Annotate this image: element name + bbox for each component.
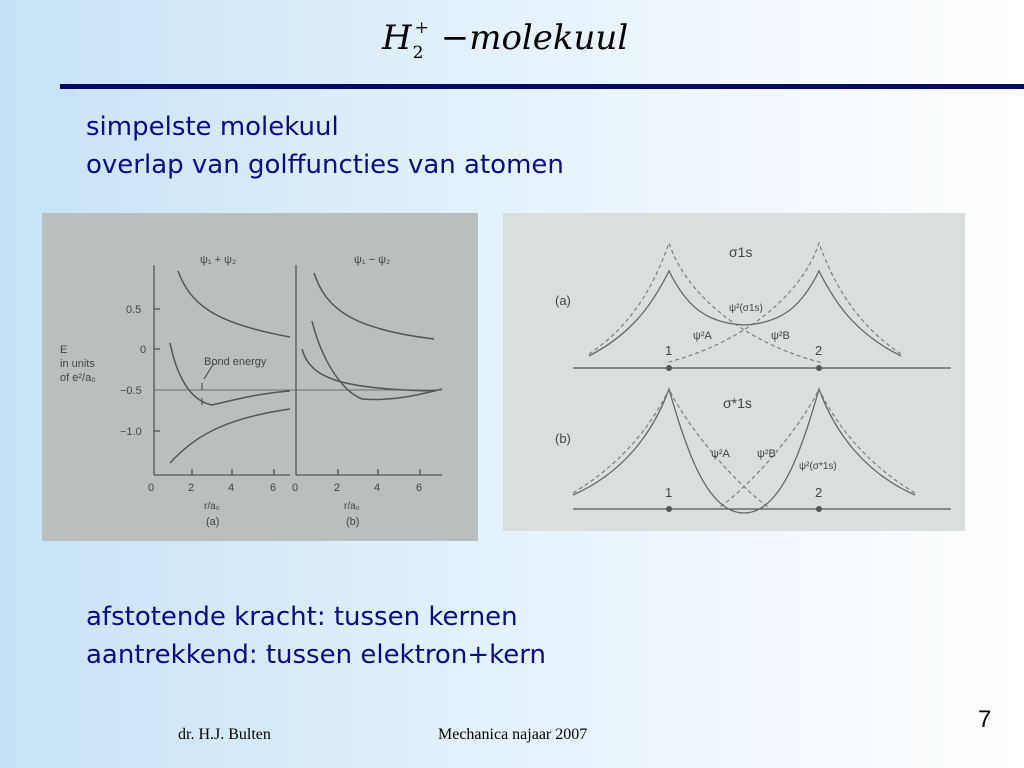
bond-energy-arrow: [202, 363, 214, 405]
sigma-star-1s-title: σ*1s: [723, 395, 752, 411]
energy-axes: [154, 265, 442, 475]
x-tick-a-1: 2: [188, 482, 195, 494]
panel-tag-a: (a): [206, 516, 220, 528]
energy-curves-figure: [42, 213, 478, 541]
title-superscript: +: [414, 18, 429, 38]
intro-line-2: overlap van golffuncties van atomen: [86, 150, 564, 180]
intro-text: [86, 108, 564, 184]
nuclei: [666, 365, 822, 512]
y-axis-label-2: in units: [60, 358, 95, 370]
footer-course: Mechanica najaar 2007: [438, 726, 588, 743]
intro-line-1: simpelste molekuul: [86, 112, 339, 142]
title-underline: [60, 84, 1024, 89]
orbital-figure: [503, 213, 965, 531]
psi-a-label-1: ψ²A: [693, 330, 712, 342]
y-tick-1: 0: [140, 344, 147, 356]
page-number: 7: [978, 706, 992, 733]
bottom-line-2: aantrekkend: tussen elektron+kern: [86, 640, 546, 670]
bottom-line-1: afstotende kracht: tussen kernen: [86, 602, 518, 632]
psi-sigma-star-label: ψ²(σ*1s): [799, 461, 837, 472]
nucleus-2-bottom: 2: [815, 485, 823, 500]
title-subscript: 2: [412, 43, 424, 63]
x-tick-a-3: 6: [270, 482, 277, 494]
slide-title: [382, 18, 629, 63]
x-tick-a-0: 0: [148, 482, 155, 494]
x-tick-a-2: 4: [228, 482, 235, 494]
bond-energy-label: Bond energy: [204, 356, 267, 368]
x-tick-b-0: 0: [292, 482, 299, 494]
y-tick-0: 0.5: [126, 304, 142, 316]
bottom-text: [86, 598, 546, 674]
panel-a-label: ψ₁ + ψ₂: [200, 254, 237, 266]
tag-a: (a): [555, 293, 571, 308]
y-axis-label-3: of e²/a₀: [60, 372, 96, 384]
energy-curves-b: [302, 273, 442, 400]
footer-author: dr. H.J. Bulten: [178, 726, 271, 743]
panel-b-label: ψ₁ − ψ₂: [354, 254, 391, 266]
tag-b: (b): [555, 431, 571, 446]
y-tick-3: −1.0: [120, 426, 142, 438]
x-tick-b-3: 6: [416, 482, 423, 494]
nucleus-1-top: 1: [665, 343, 673, 358]
nucleus-1-bottom: 1: [665, 485, 673, 500]
sigma-1s-title: σ1s: [729, 244, 753, 260]
psi-b-label-2: ψ²B: [757, 448, 776, 460]
title-symbol: H: [382, 18, 412, 58]
psi-sigma-label: ψ²(σ1s): [729, 303, 763, 314]
orbital-axes: [573, 368, 951, 509]
x-label-b: r/a₀: [344, 501, 360, 512]
panel-tag-b: (b): [346, 516, 360, 528]
title-rest: −molekuul: [440, 18, 629, 58]
x-tick-b-1: 2: [334, 482, 341, 494]
x-tick-b-2: 4: [374, 482, 381, 494]
psi-b-label-1: ψ²B: [771, 330, 790, 342]
y-axis-label-1: E: [60, 344, 68, 356]
nucleus-2-top: 2: [815, 343, 823, 358]
psi-a-label-2: ψ²A: [711, 448, 730, 460]
y-tick-2: −0.5: [120, 385, 142, 397]
x-label-a: r/a₀: [204, 501, 220, 512]
